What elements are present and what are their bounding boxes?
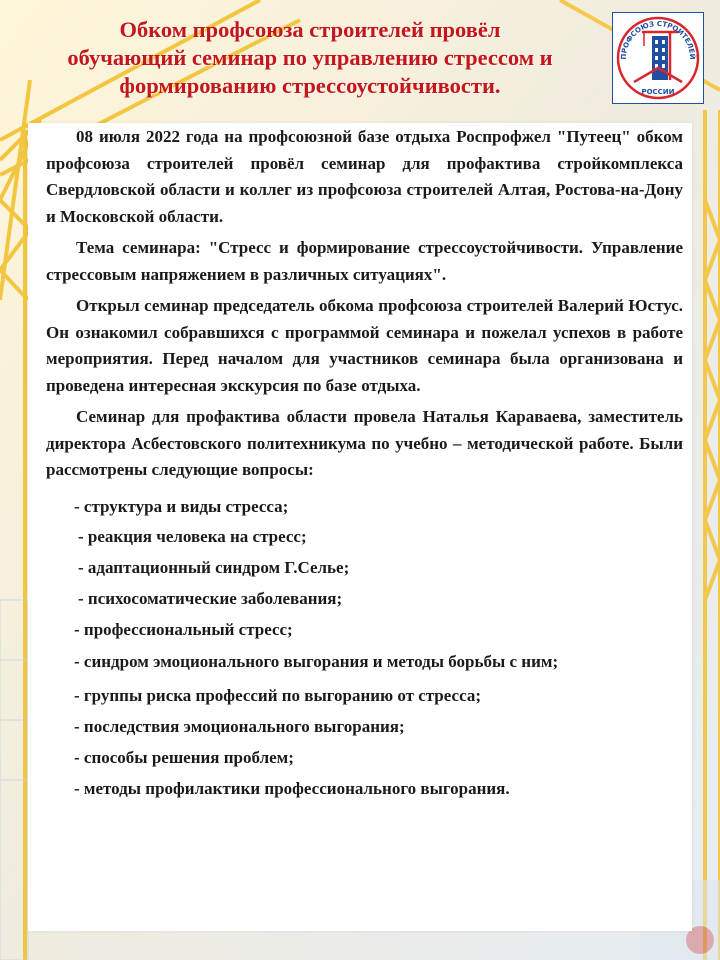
article-paragraph: Тема семинара: "Стресс и формирование стрессоустойчивости. Управление стрессовым напряжением в различных ситуациях". bbox=[46, 238, 683, 284]
list-item: - психосоматические заболевания; bbox=[78, 588, 343, 608]
union-logo bbox=[612, 12, 704, 104]
list-item: - адаптационный синдром Г.Селье; bbox=[78, 558, 350, 578]
topics-list bbox=[46, 492, 683, 805]
list-item: - способы решения проблем; bbox=[74, 748, 294, 768]
list-item: - методы профилактики профессионального выгорания. bbox=[74, 778, 510, 798]
list-item: - реакция человека на стресс; bbox=[78, 527, 307, 547]
svg-text:ПРОФСОЮЗ СТРОИТЕЛЕЙ: ПРОФСОЮЗ СТРОИТЕЛЕЙ bbox=[619, 19, 697, 60]
article-body bbox=[46, 124, 683, 805]
list-item: - синдром эмоционального выгорания и методы борьбы с ним; bbox=[74, 652, 559, 672]
title-line: Обком профсоюза строителей провёл bbox=[119, 17, 501, 42]
article-paragraph: 08 июля 2022 года на профсоюзной базе отдыха Роспрофжел "Путеец" обком профсоюза строителей провёл семинар для профактива стройкомплекса Свердловской области и коллег из профсоюза строителей Алтая, Ростова-на-Дону и Московской области. bbox=[46, 127, 683, 226]
article-paragraph: Открыл семинар председатель обкома профсоюза строителей Валерий Юстус. Он ознакомил собравшихся с программой семинара и пожелал успехов в работе мероприятия. Перед началом для участников семинара была организована и проведена интересная экскурсия по базе отдыха. bbox=[46, 296, 683, 395]
list-item: - профессиональный стресс; bbox=[74, 619, 293, 639]
page-title bbox=[20, 16, 600, 100]
svg-text:РОССИИ: РОССИИ bbox=[641, 88, 675, 96]
article-paragraph: Семинар для профактива области провела Наталья Караваева, заместитель директора Асбестовского политехникума по учебно – методической работе. Были рассмотрены следующие вопросы: bbox=[46, 407, 683, 479]
title-line: обучающий семинар по управлению стрессом и bbox=[67, 45, 553, 70]
list-item: - структура и виды стресса; bbox=[74, 496, 289, 516]
list-item: - последствия эмоционального выгорания; bbox=[74, 717, 405, 737]
title-line: формированию стрессоустойчивости. bbox=[119, 73, 501, 98]
list-item: - группы риска профессий по выгоранию от стресса; bbox=[74, 686, 481, 706]
